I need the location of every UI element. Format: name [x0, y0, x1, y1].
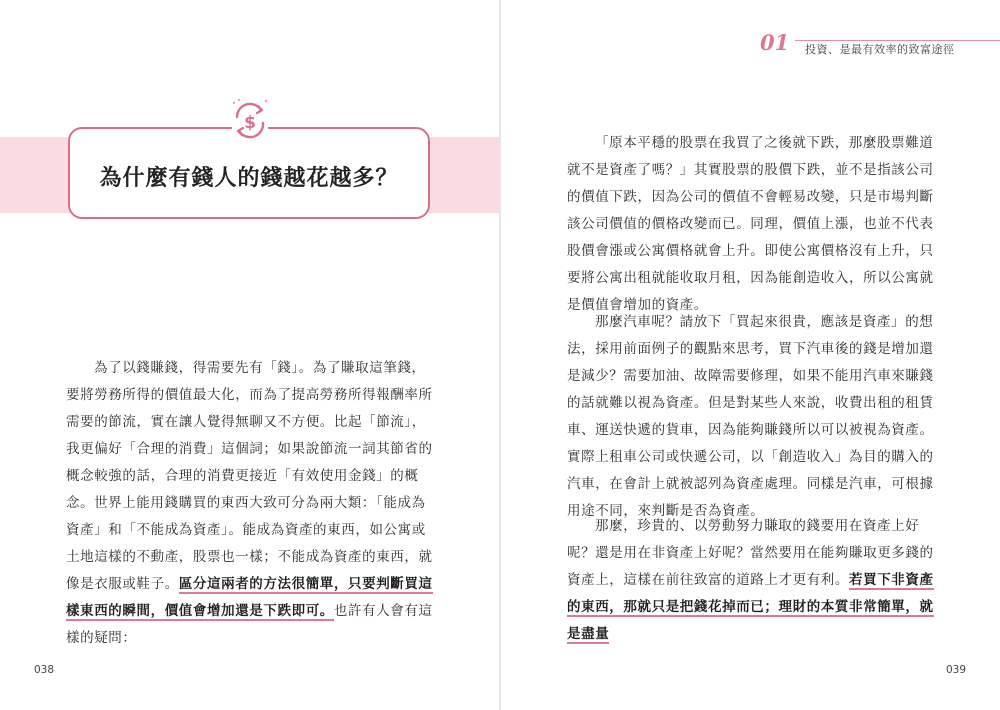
right-paragraph-3: [567, 513, 937, 648]
left-paragraph-2-tail: 也許有人會有這樣的疑問：: [66, 603, 433, 646]
page-number-right: 039: [946, 664, 967, 676]
section-heading: 為什麼有錢人的錢越花越多？: [99, 165, 399, 191]
book-gutter: [499, 0, 501, 710]
left-paragraph-2: [66, 490, 434, 652]
highlighted-sentence: 區分這兩者的方法很簡單，只要判斷買這樣東西的瞬間，價值會增加還是下跌即可。: [66, 576, 433, 619]
right-paragraph-3-text: 那麼，珍貴的、以勞動努力賺取的錢要用在資產上好呢？還是用在非資產上好呢？當然要用在能夠賺取更多錢的資產上，這樣在前往致富的道路上才更有利。: [567, 518, 934, 588]
right-paragraph-1: 「原本平穩的股票在我買了之後就下跌，那麼股票難道就不是資產了嗎？」其實股票的股價下跌，並不是指該公司的價值下跌，因為公司的價值不會輕易改變，只是市場判斷該公司價值的價格改變而已。同理，價值上漲，也並不代表股價會漲或公寓價格就會上升。即使公寓價格沒有上升，只要將公寓出租就能收取月租，因為能創造收入，所以公寓就是價值會增加的資產。: [567, 135, 934, 313]
highlighted-sentence-right: 若買下非資產的東西，那就只是把錢花掉而已；理財的本質非常簡單，就是盡量: [567, 572, 934, 642]
chapter-number: 01: [760, 30, 795, 55]
right-paragraph-2: 那麼汽車呢？請放下「買起來很貴，應該是資產」的想法，採用前面例子的觀點來思考，買下汽車後的錢是增加還是減少？需要加油、故障需要修理，如果不能用汽車來賺錢的話就難以視為資產。但是對某些人來說，收費出租的租賃車、運送快遞的貨車，因為能夠賺錢所以可以被視為資產。實際上租車公司或快遞公司，以「創造收入」為目的購入的汽車，在會計上就被認列為資產處理。同樣是汽車，可根據用途不同，來判斷是否為資產。: [567, 314, 934, 519]
svg-text:$: $: [244, 113, 256, 133]
money-cycle-icon: [222, 95, 278, 145]
chapter-title: 投資、是最有效率的致富途徑: [805, 43, 955, 56]
left-paragraph-2-text: 世界上能用錢購買的東西大致可分為兩大類：「能成為資產」和「不能成為資產」。能成為資產的東西，如公寓或土地這樣的不動產，股票也一樣；不能成為資產的東西，就像是衣服或鞋子。: [66, 495, 433, 592]
page-number-left: 038: [34, 664, 55, 676]
left-paragraph-1: 為了以錢賺錢，得需要先有「錢」。為了賺取這筆錢，要將勞務所得的價值最大化，而為了提高勞務所得報酬率所需要的節流，實在讓人覺得無聊又不方便。比起「節流」，我更偏好「合理的消費」這個詞；如果說節流一詞其節省的概念較強的話，合理的消費更接近「有效使用金錢」的概念。: [66, 360, 433, 511]
